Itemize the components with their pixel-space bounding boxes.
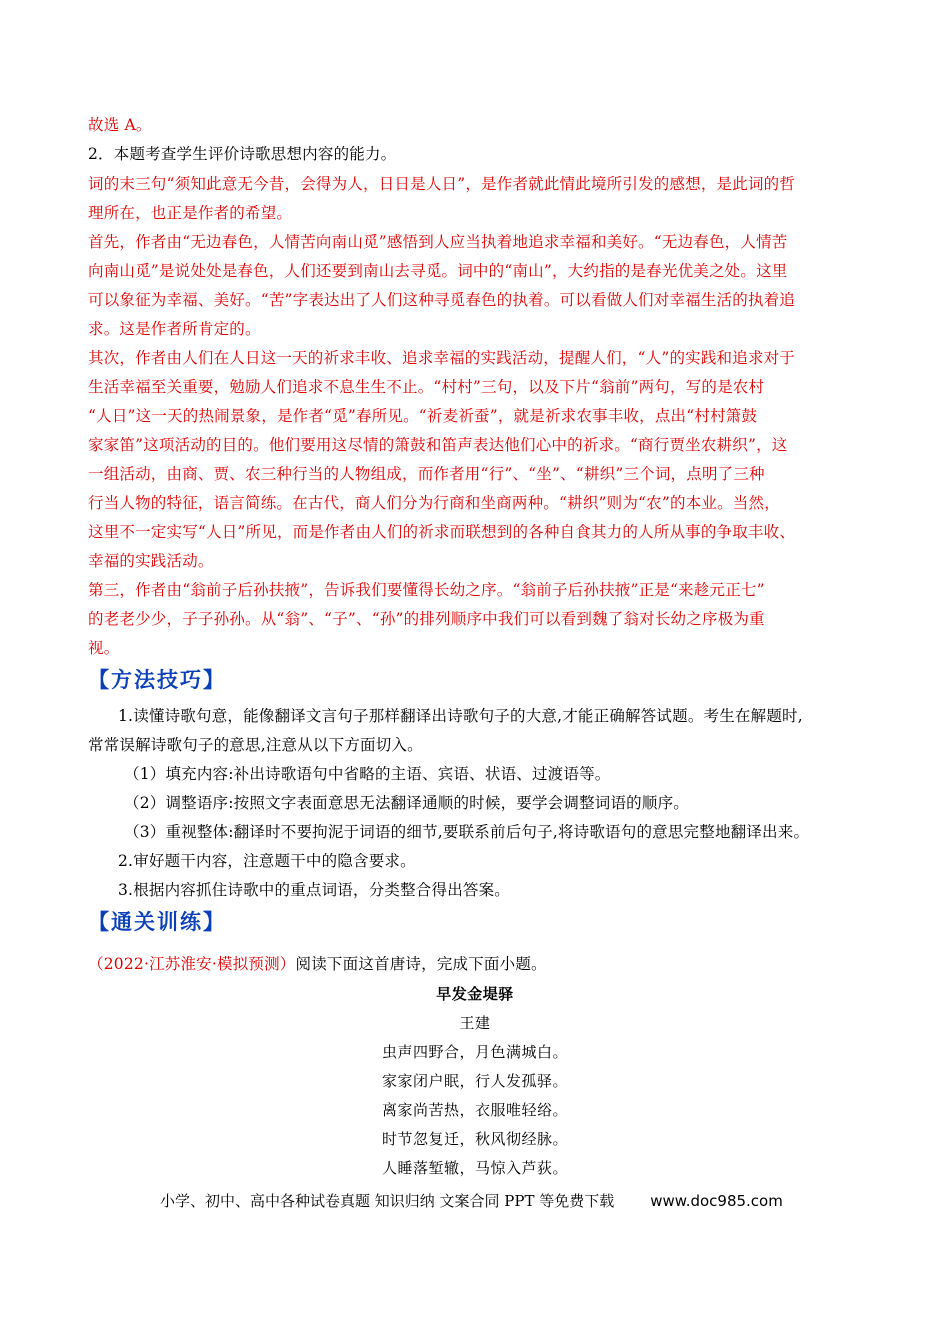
method-block — [88, 702, 860, 905]
training-heading: 【通关训练】 — [88, 909, 226, 934]
poem-line: 家家闭户眠，行人发孤驿。 — [381, 1072, 568, 1090]
method-line: （1）填充内容:补出诗歌语句中省略的主语、宾语、状语、过渡语等。 — [124, 765, 611, 783]
footer-text: 小学、初中、高中各种试卷真题 知识归纳 文案合同 PPT 等免费下载 — [160, 1192, 615, 1210]
method-line: （3）重视整体:翻译时不要拘泥于词语的细节,要联系前后句子,将诗歌语句的意思完整地翻译出来。 — [124, 823, 810, 841]
analysis-block — [88, 170, 860, 663]
question-instruction: 阅读下面这首唐诗，完成下面小题。 — [295, 955, 547, 973]
analysis-line: 第三，作者由“翁前子后孙扶掖”，告诉我们要懂得长幼之序。“翁前子后孙扶掖”正是“来趁元正七” — [88, 581, 765, 599]
analysis-line: 一组活动，由商、贾、农三种行当的人物组成，而作者用“行”、“坐”、“耕织”三个词，点明了三种 — [88, 465, 765, 483]
analysis-line: 理所在，也正是作者的希望。 — [88, 204, 293, 222]
poem-line: 时节忽复迁，秋风彻经脉。 — [381, 1130, 568, 1148]
analysis-line: 求。这是作者所肯定的。 — [88, 320, 261, 338]
method-heading: 【方法技巧】 — [88, 667, 226, 692]
poem-author: 王建 — [459, 1014, 491, 1032]
analysis-line: 词的末三句“须知此意无今昔，会得为人，日日是人日”，是作者就此情此境所引发的感想，是此词的哲 — [88, 175, 796, 193]
analysis-line: 视。 — [88, 639, 120, 657]
analysis-line: 向南山觅”是说处处是春色，人们还要到南山去寻觅。词中的“南山”，大约指的是春光优美之处。这里 — [88, 262, 788, 280]
poem-title: 早发金堤驿 — [436, 985, 514, 1003]
analysis-line: “人日”这一天的热闹景象，是作者“觅”春所见。“祈麦祈蚕”，就是祈求农事丰收，点出“村村箫鼓 — [88, 407, 758, 425]
answer-block — [88, 111, 860, 140]
analysis-line: 行当人物的特征，语言简练。在古代，商人们分为行商和坐商两种。“耕织”则为“农”的本业。当然， — [88, 494, 780, 512]
question-2-block — [88, 140, 860, 169]
method-line: 3.根据内容抓住诗歌中的重点词语，分类整合得出答案。 — [118, 881, 510, 899]
method-line: 2.审好题干内容，注意题干中的隐含要求。 — [118, 852, 416, 870]
method-line: 常常误解诗歌句子的意思,注意从以下方面切入。 — [88, 736, 423, 754]
poem-line: 离家尚苦热，衣服唯轻绤。 — [381, 1101, 568, 1119]
analysis-line: 生活幸福至关重要，勉励人们追求不息生生不止。“村村”三句，以及下片“翁前”两句，写的是农村 — [88, 378, 765, 396]
question-source: （2022·江苏淮安·模拟预测） — [88, 955, 296, 973]
analysis-line: 其次，作者由人们在人日这一天的祈求丰收、追求幸福的实践活动，提醒人们，“人”的实践和追求对于 — [88, 349, 796, 367]
analysis-line: 的老老少少，子子孙孙。从“翁”、“子”、“孙”的排列顺序中我们可以看到魏了翁对长幼之序极为重 — [88, 610, 765, 628]
answer-line: 故选 A。 — [88, 116, 152, 134]
analysis-line: 幸福的实践活动。 — [88, 552, 214, 570]
method-line: 1.读懂诗歌句意，能像翻译文言句子那样翻译出诗歌句子的大意,才能正确解答试题。考生在解题时, — [118, 707, 803, 725]
page-footer — [160, 1190, 783, 1212]
analysis-line: 家家笛”这项活动的目的。他们要用这尽情的箫鼓和笛声表达他们心中的祈求。“商行贾坐农耕织”，这 — [88, 436, 788, 454]
analysis-line: 可以象征为幸福、美好。“苦”字表达出了人们这种寻觅春色的执着。可以看做人们对幸福生活的执着追 — [88, 291, 796, 309]
question-2-title: 2．本题考查学生评价诗歌思想内容的能力。 — [88, 145, 397, 163]
training-instruction-block — [88, 950, 860, 979]
footer-url[interactable]: www.doc985.com — [650, 1192, 783, 1210]
method-line: （2）调整语序:按照文字表面意思无法翻译通顺的时候，要学会调整词语的顺序。 — [124, 794, 689, 812]
analysis-line: 首先，作者由“无边春色，人情苦向南山觅”感悟到人应当执着地追求幸福和美好。“无边春色，人情苦 — [88, 233, 788, 251]
poem-line: 虫声四野合，月色满城白。 — [381, 1043, 568, 1061]
poem-block — [0, 980, 950, 1183]
analysis-line: 这里不一定实写“人日”所见，而是作者由人们的祈求而联想到的各种自食其力的人所从事的争取丰收、 — [88, 523, 796, 541]
poem-line: 人睡落堑辙，马惊入芦荻。 — [381, 1159, 568, 1177]
